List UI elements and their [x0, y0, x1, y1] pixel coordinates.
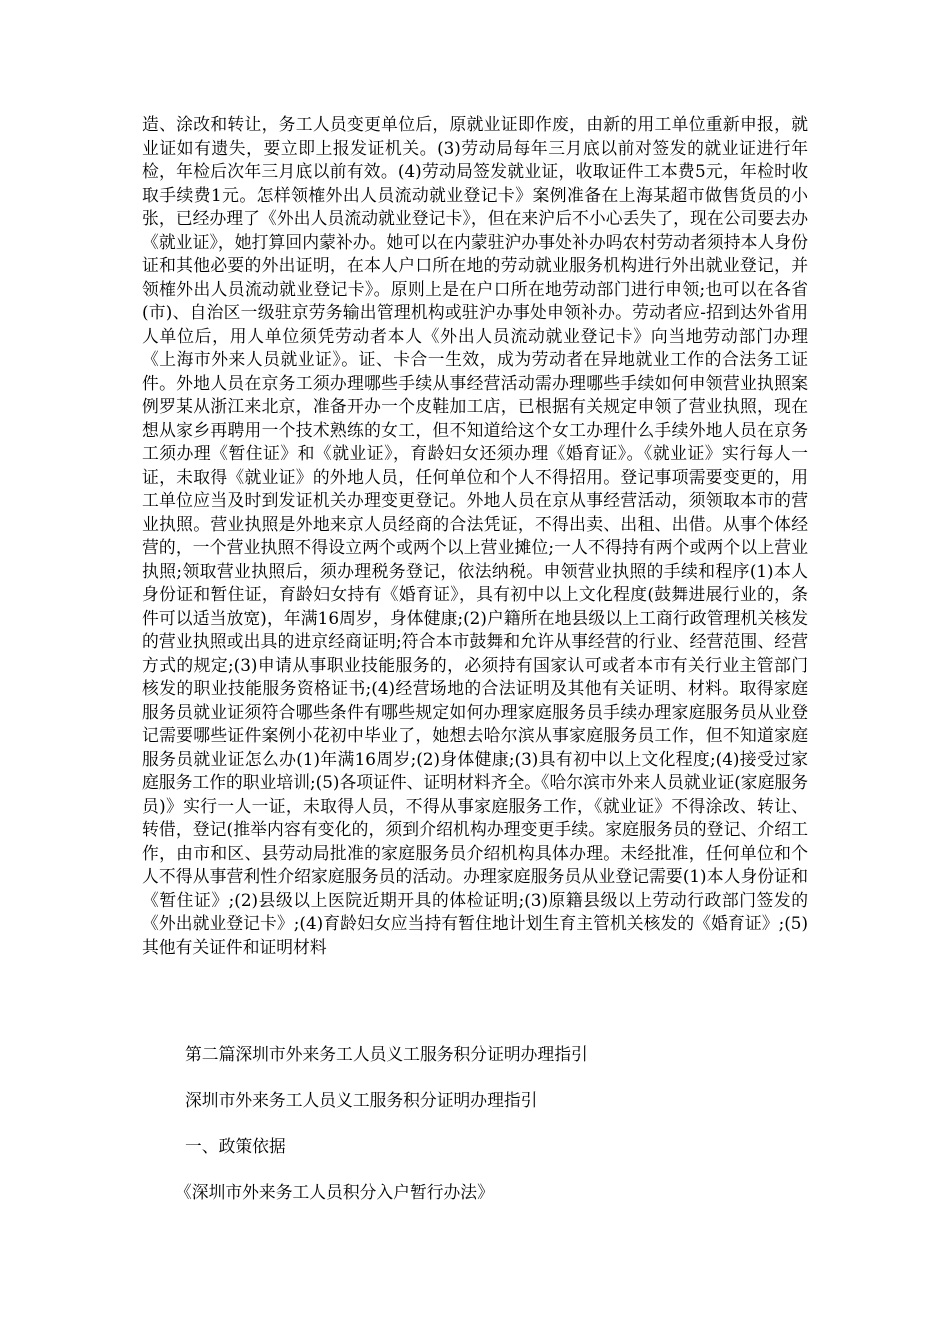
- policy-basis-heading: 一、政策依据: [185, 1136, 286, 1156]
- section-heading-second-article: 第二篇深圳市外来务工人员义工服务积分证明办理指引: [185, 1044, 588, 1064]
- body-paragraph: 造、涂改和转让，务工人员变更单位后，原就业证即作废，由新的用工单位重新申报，就业证如有遗失，要立即上报发证机关。(3)劳动局每年三月底以前对签发的就业证进行年检，年检后次年三月底以前有效。(4)劳动局签发就业证，收取证件工本费5元，年检时收取手续费1元。怎样领榷外出人员流动就业登记卡》案例准备在上海某超市做售货员的小张，已经办理了《外出人员流动就业登记卡》，但在来沪后不小心丢失了，现在公司要去办《就业证》，她打算回内蒙补办。她可以在内蒙驻沪办事处补办吗农村劳动者须持本人身份证和其他必要的外出证明，在本人户口所在地的劳动就业服务机构进行外出就业登记，并领榷外出人员流动就业登记卡》。原则上是在户口所在地劳动部门进行申领;也可以在各省(市)、自治区一级驻京劳务输出管理机构或驻沪办事处申领补办。劳动者应-招到达外省用人单位后，用人单位须凭劳动者本人《外出人员流动就业登记卡》向当地劳动部门办理《上海市外来人员就业证》。证、卡合一生效，成为劳动者在异地就业工作的合法务工证件。外地人员在京务工须办理哪些手续从事经营活动需办理哪些手续如何申领营业执照案例罗某从浙江来北京，准备开办一个皮鞋加工店，已根据有关规定申领了营业执照，现在想从家乡再聘用一个技术熟练的女工，但不知道给这个女工办理什么手续外地人员在京务工须办理《暂住证》和《就业证》，育龄妇女还须办理《婚育证》。《就业证》实行每人一证，未取得《就业证》的外地人员，任何单位和个人不得招用。登记事项需要变更的，用工单位应当及时到发证机关办理变更登记。外地人员在京从事经营活动，须领取本市的营业执照。营业执照是外地来京人员经商的合法凭证，不得出卖、出租、出借。从事个体经营的，一个营业执照不得设立两个或两个以上营业摊位;一人不得持有两个或两个以上营业执照;领取营业执照后，须办理税务登记，依法纳税。申领营业执照的手续和程序(1)本人身份证和暂住证，育龄妇女持有《婚育证》，具有初中以上文化程度(鼓舞进展行业的，条件可以适当放宽)，年满16周岁，身体健康;(2)户籍所在地县级以上工商行政管理机关核发的营业执照或出具的进京经商证明;符合本市鼓舞和允许从事经营的行业、经营范围、经营方式的规定;(3)申请从事职业技能服务的，必须持有国家认可或者本市有关行业主管部门核发的职业技能服务资格证书;(4)经营场地的合法证明及其他有关证明、材料。取得家庭服务员就业证须符合哪些条件有哪些规定如何办理家庭服务员手续办理家庭服务员从业登记需要哪些证件案例小花初中毕业了，她想去哈尔滨从事家庭服务员工作，但不知道家庭服务员就业证怎么办(1)年满16周岁;(2)身体健康;(3)具有初中以上文化程度;(4)接受过家庭服务工作的职业培训;(5)各项证件、证明材料齐全。《哈尔滨市外来人员就业证(家庭服务员)》实行一人一证，未取得人员，不得从事家庭服务工作，《就业证》不得涂改、转让、转借，登记(推举内容有变化的，须到介绍机构办理变更手续。家庭服务员的登记、介绍工作，由市和区、县劳动局批准的家庭服务员介绍机构具体办理。未经批准，任何单位和个人不得从事营利性介绍家庭服务员的活动。办理家庭服务员从业登记需要(1)本人身份证和《暂住证》;(2)县级以上医院近期开具的体检证明;(3)原籍县级以上劳动行政部门签发的《外出就业登记卡》;(4)育龄妇女应当持有暂住地计划生育主管机关核发的《婚育证》;(5)其他有关证件和证明材料: [142, 114, 808, 957]
- regulation-title: 《深圳市外来务工人员积分入户暂行办法》: [175, 1182, 494, 1202]
- guide-title: 深圳市外来务工人员义工服务积分证明办理指引: [185, 1090, 538, 1110]
